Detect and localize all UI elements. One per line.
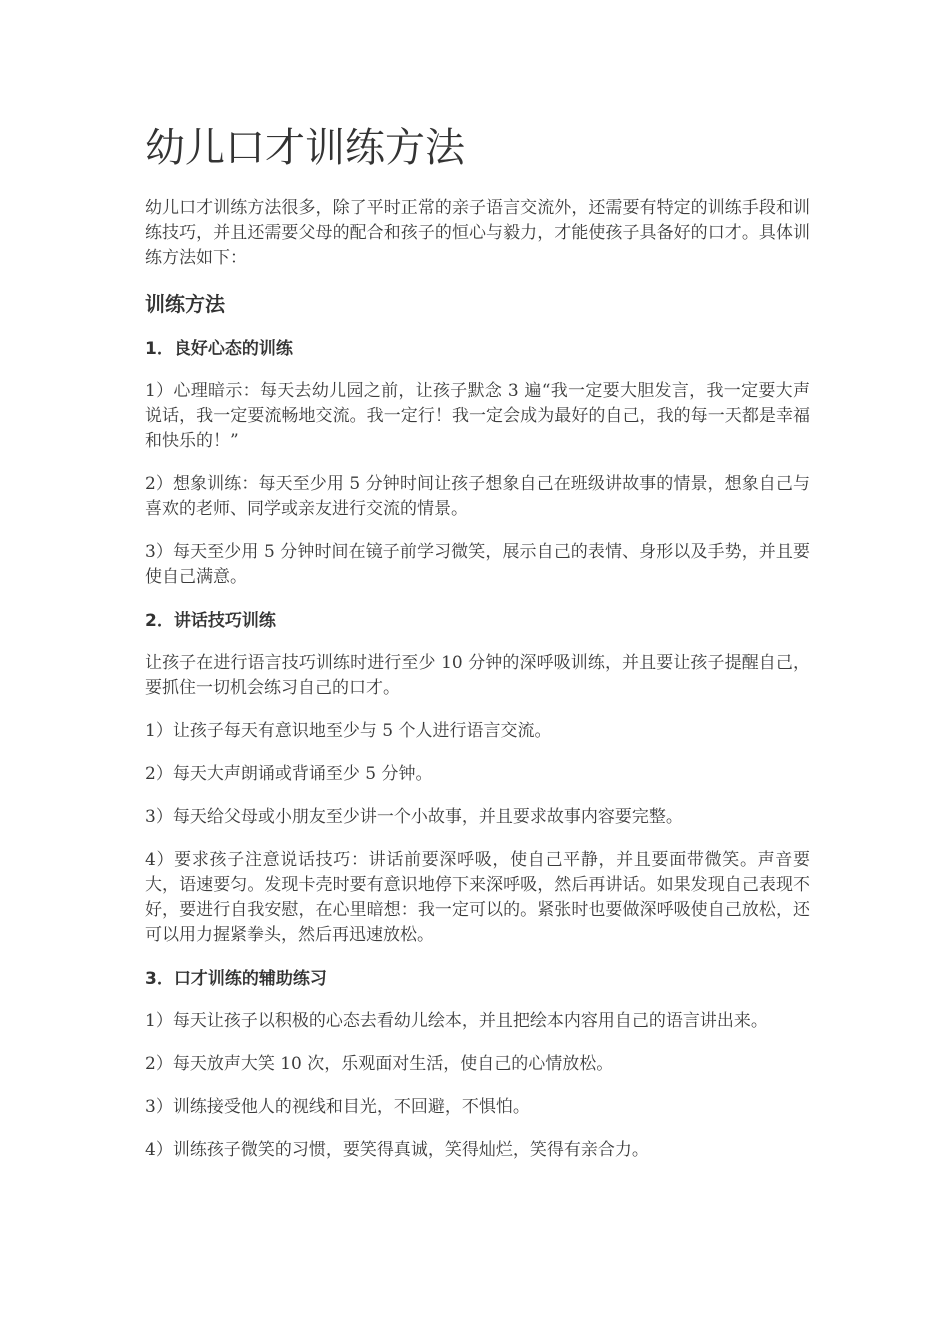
paragraph: 让孩子在进行语言技巧训练时进行至少 10 分钟的深呼吸训练，并且要让孩子提醒自己，要抓住一切机会练习自己的口才。 — [145, 653, 810, 698]
paragraph: 3）每天给父母或小朋友至少讲一个小故事，并且要求故事内容要完整。 — [145, 807, 683, 827]
paragraph: 4）训练孩子微笑的习惯，要笑得真诚，笑得灿烂，笑得有亲合力。 — [145, 1140, 649, 1160]
paragraph: 2）想象训练：每天至少用 5 分钟时间让孩子想象自己在班级讲故事的情景，想象自己与喜欢的老师、同学或亲友进行交流的情景。 — [145, 474, 810, 519]
paragraph: 1）心理暗示：每天去幼儿园之前，让孩子默念 3 遍“我一定要大胆发言，我一定要大声说话，我一定要流畅地交流。我一定行！我一定会成为最好的自己，我的每一天都是幸福和快乐的！” — [145, 381, 810, 451]
section-heading: 训练方法 — [145, 292, 225, 316]
paragraph: 3）训练接受他人的视线和目光，不回避，不惧怕。 — [145, 1097, 530, 1117]
paragraph: 1）每天让孩子以积极的心态去看幼儿绘本，并且把绘本内容用自己的语言讲出来。 — [145, 1011, 768, 1031]
document-page — [145, 118, 810, 1181]
subsection-heading-3: 3．口才训练的辅助练习 — [145, 969, 327, 989]
intro-paragraph: 幼儿口才训练方法很多，除了平时正常的亲子语言交流外，还需要有特定的训练手段和训练技巧，并且还需要父母的配合和孩子的恒心与毅力，才能使孩子具备好的口才。具体训练方法如下： — [145, 198, 810, 268]
subsection-heading-1: 1．良好心态的训练 — [145, 339, 293, 359]
document-title: 幼儿口才训练方法 — [145, 125, 465, 171]
subsection-heading-2: 2．讲话技巧训练 — [145, 611, 276, 631]
paragraph: 1）让孩子每天有意识地至少与 5 个人进行语言交流。 — [145, 721, 552, 741]
paragraph: 2）每天大声朗诵或背诵至少 5 分钟。 — [145, 764, 433, 784]
paragraph: 3）每天至少用 5 分钟时间在镜子前学习微笑，展示自己的表情、身形以及手势，并且要使自己满意。 — [145, 542, 810, 587]
paragraph: 4）要求孩子注意说话技巧：讲话前要深呼吸，使自己平静，并且要面带微笑。声音要大，语速要匀。发现卡壳时要有意识地停下来深呼吸，然后再讲话。如果发现自己表现不好，要进行自我安慰，在心里暗想：我一定可以的。紧张时也要做深呼吸使自己放松，还可以用力握紧拳头，然后再迅速放松。 — [145, 850, 810, 945]
paragraph: 2）每天放声大笑 10 次，乐观面对生活，使自己的心情放松。 — [145, 1054, 614, 1074]
